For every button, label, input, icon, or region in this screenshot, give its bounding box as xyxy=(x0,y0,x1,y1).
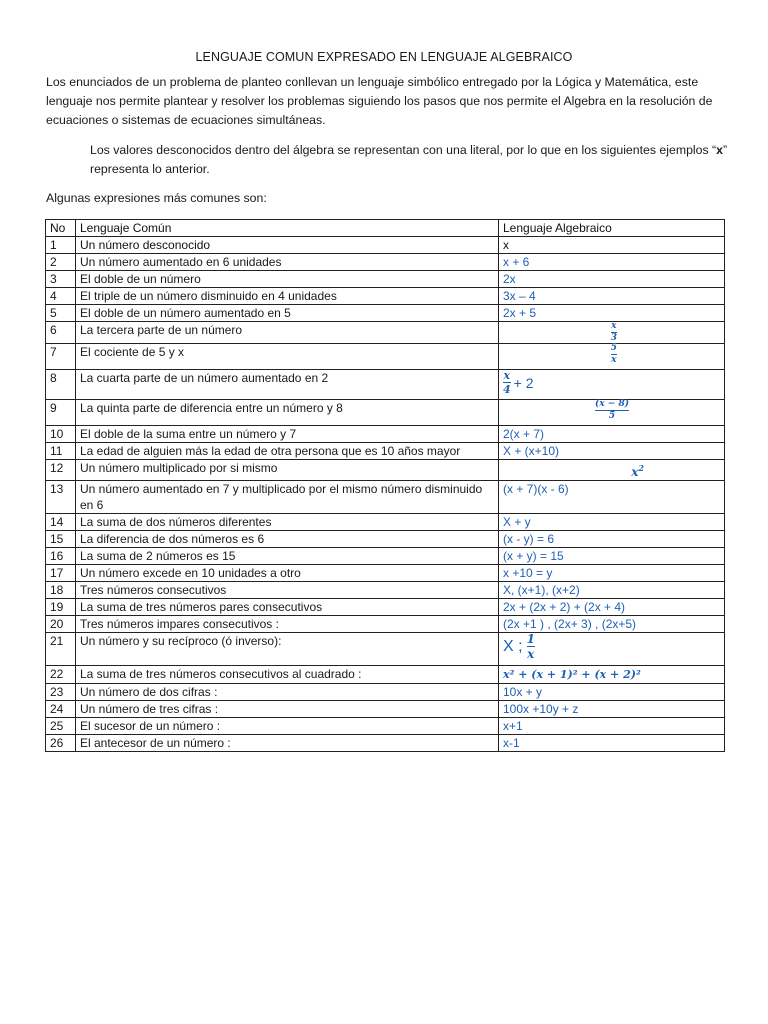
common-language-cell: Un número aumentado en 7 y multiplicado por el mismo número disminuido en 6 xyxy=(76,481,499,514)
common-language-cell: Un número de tres cifras : xyxy=(76,701,499,718)
fraction-denominator: x xyxy=(611,355,617,365)
table-row xyxy=(46,616,725,633)
power-exponent: 2 xyxy=(638,463,644,473)
table-row xyxy=(46,305,725,322)
row-number: 15 xyxy=(46,531,76,548)
row-number: 23 xyxy=(46,684,76,701)
table-row xyxy=(46,718,725,735)
fraction-denominator: 4 xyxy=(503,383,511,396)
table-row xyxy=(46,254,725,271)
common-language-cell: El cociente de 5 y x xyxy=(76,344,499,370)
fraction-denominator: 5 xyxy=(608,411,616,421)
row-number: 18 xyxy=(46,582,76,599)
note-text-after: ” representa lo anterior. xyxy=(90,143,728,176)
table-row xyxy=(46,582,725,599)
algebraic-language-cell: 3x – 4 xyxy=(499,288,725,305)
header-common-language: Lenguaje Común xyxy=(76,220,499,237)
common-language-cell: La tercera parte de un número xyxy=(76,322,499,344)
common-language-cell: El antecesor de un número : xyxy=(76,735,499,752)
common-language-cell: Un número desconocido xyxy=(76,237,499,254)
row-number: 12 xyxy=(46,460,76,481)
algebraic-language-cell: 2x + 5 xyxy=(499,305,725,322)
row-number: 6 xyxy=(46,322,76,344)
algebraic-language-cell xyxy=(499,322,725,344)
table-row xyxy=(46,237,725,254)
table-row xyxy=(46,344,725,370)
common-language-cell: El doble de un número xyxy=(76,271,499,288)
algebraic-language-cell: 2x xyxy=(499,271,725,288)
algebraic-language-cell: x + 6 xyxy=(499,254,725,271)
algebraic-language-cell: 2(x + 7) xyxy=(499,426,725,443)
common-language-cell: El sucesor de un número : xyxy=(76,718,499,735)
row-number: 3 xyxy=(46,271,76,288)
fraction xyxy=(527,633,535,660)
fraction xyxy=(611,322,617,343)
power-base: x xyxy=(631,465,639,479)
document-title: LENGUAJE COMUN EXPRESADO EN LENGUAJE ALGEBRAICO xyxy=(195,50,573,64)
header-no: No xyxy=(46,220,76,237)
common-language-cell: La suma de dos números diferentes xyxy=(76,514,499,531)
algebraic-language-cell: (x - y) = 6 xyxy=(499,531,725,548)
row-number: 24 xyxy=(46,701,76,718)
algebraic-language-cell xyxy=(499,666,725,684)
row-number: 13 xyxy=(46,481,76,514)
row-number: 14 xyxy=(46,514,76,531)
common-language-cell: El triple de un número disminuido en 4 unidades xyxy=(76,288,499,305)
row-number: 20 xyxy=(46,616,76,633)
row-number: 21 xyxy=(46,633,76,666)
common-language-cell: Un número multiplicado por si mismo xyxy=(76,460,499,481)
fraction-numerator: x xyxy=(611,321,617,331)
table-row xyxy=(46,514,725,531)
row-number: 19 xyxy=(46,599,76,616)
table-row xyxy=(46,633,725,666)
algebraic-language-cell: X + (x+10) xyxy=(499,443,725,460)
fraction-tail: + 2 xyxy=(513,374,534,391)
row-number: 9 xyxy=(46,400,76,426)
common-language-cell: Un número excede en 10 unidades a otro xyxy=(76,565,499,582)
common-language-cell: La edad de alguien más la edad de otra persona que es 10 años mayor xyxy=(76,443,499,460)
table-row xyxy=(46,701,725,718)
table-row xyxy=(46,443,725,460)
algebraic-language-cell: x +10 = y xyxy=(499,565,725,582)
common-language-cell: El doble de un número aumentado en 5 xyxy=(76,305,499,322)
fraction-denominator: 3 xyxy=(610,333,617,343)
table-row xyxy=(46,400,725,426)
algebraic-language-cell: x+1 xyxy=(499,718,725,735)
algebraic-expression: x² + (x + 1)² + (x + 2)² xyxy=(503,668,641,681)
common-language-cell: La diferencia de dos números es 6 xyxy=(76,531,499,548)
algebraic-language-cell: 2x + (2x + 2) + (2x + 4) xyxy=(499,599,725,616)
algebraic-language-cell: x-1 xyxy=(499,735,725,752)
fraction xyxy=(611,344,617,365)
lead-paragraph: Algunas expresiones más comunes son: xyxy=(46,191,267,205)
algebraic-language-cell xyxy=(499,633,725,666)
row-number: 26 xyxy=(46,735,76,752)
row-number: 25 xyxy=(46,718,76,735)
common-language-cell: Un número de dos cifras : xyxy=(76,684,499,701)
common-language-cell: Un número aumentado en 6 unidades xyxy=(76,254,499,271)
algebraic-language-cell: X + y xyxy=(499,514,725,531)
fraction-numerator: 5 xyxy=(610,343,617,353)
table-row xyxy=(46,271,725,288)
row-number: 11 xyxy=(46,443,76,460)
table-row xyxy=(46,684,725,701)
row-number: 4 xyxy=(46,288,76,305)
row-number: 17 xyxy=(46,565,76,582)
row-number: 22 xyxy=(46,666,76,684)
note-text-before: Los valores desconocidos dentro del álgebra se representan con una literal, por lo que en los siguientes ejemplos “ xyxy=(90,143,717,157)
fraction xyxy=(503,370,511,395)
common-language-cell: La suma de 2 números es 15 xyxy=(76,548,499,565)
row-number: 1 xyxy=(46,237,76,254)
table-row xyxy=(46,548,725,565)
algebraic-language-cell: (2x +1 ) , (2x+ 3) , (2x+5) xyxy=(499,616,725,633)
row-number: 2 xyxy=(46,254,76,271)
table-row xyxy=(46,735,725,752)
header-algebraic-language: Lenguaje Algebraico xyxy=(499,220,725,237)
algebraic-language-cell xyxy=(499,344,725,370)
table-row xyxy=(46,565,725,582)
table-row xyxy=(46,481,725,514)
common-language-cell: La quinta parte de diferencia entre un número y 8 xyxy=(76,400,499,426)
algebraic-language-cell: 10x + y xyxy=(499,684,725,701)
common-language-cell: Tres números impares consecutivos : xyxy=(76,616,499,633)
common-language-cell: Tres números consecutivos xyxy=(76,582,499,599)
fraction-numerator: 1 xyxy=(526,632,535,646)
row-number: 5 xyxy=(46,305,76,322)
table-row xyxy=(46,666,725,684)
common-language-cell: Un número y su recíproco (ó inverso): xyxy=(76,633,499,666)
note-variable: x xyxy=(716,143,724,157)
note-paragraph xyxy=(90,141,730,179)
table-row xyxy=(46,531,725,548)
fraction xyxy=(595,400,629,421)
reciprocal-lead: X ; xyxy=(503,637,523,655)
table-row xyxy=(46,288,725,305)
algebraic-language-cell: x xyxy=(499,237,725,254)
expressions-table xyxy=(45,219,725,752)
table-header-row xyxy=(46,220,725,237)
row-number: 8 xyxy=(46,370,76,400)
table-row xyxy=(46,322,725,344)
common-language-cell: El doble de la suma entre un número y 7 xyxy=(76,426,499,443)
common-language-cell: La suma de tres números consecutivos al cuadrado : xyxy=(76,666,499,684)
algebraic-language-cell: 100x +10y + z xyxy=(499,701,725,718)
intro-paragraph: Los enunciados de un problema de planteo conllevan un lenguaje simbólico entregado por la Lógica y Matemática, este lenguaje nos permite plantear y resolver los problemas siguiendo los pasos que nos permite el Algebra en la resolución de ecuaciones o sistemas de ecuaciones simultáneas. xyxy=(46,75,713,127)
table-row xyxy=(46,460,725,481)
fraction-numerator: x xyxy=(503,369,511,382)
fraction-denominator: x xyxy=(527,647,535,661)
table-row xyxy=(46,599,725,616)
row-number: 10 xyxy=(46,426,76,443)
table-row xyxy=(46,370,725,400)
algebraic-language-cell: (x + 7)(x - 6) xyxy=(499,481,725,514)
algebraic-language-cell: (x + y) = 15 xyxy=(499,548,725,565)
common-language-cell: La cuarta parte de un número aumentado en 2 xyxy=(76,370,499,400)
algebraic-language-cell xyxy=(499,400,725,426)
table-row xyxy=(46,426,725,443)
common-language-cell: La suma de tres números pares consecutivos xyxy=(76,599,499,616)
algebraic-language-cell: X, (x+1), (x+2) xyxy=(499,582,725,599)
algebraic-language-cell xyxy=(499,460,725,481)
fraction-numerator: (x − 8) xyxy=(595,399,629,409)
row-number: 16 xyxy=(46,548,76,565)
algebraic-language-cell xyxy=(499,370,725,400)
row-number: 7 xyxy=(46,344,76,370)
